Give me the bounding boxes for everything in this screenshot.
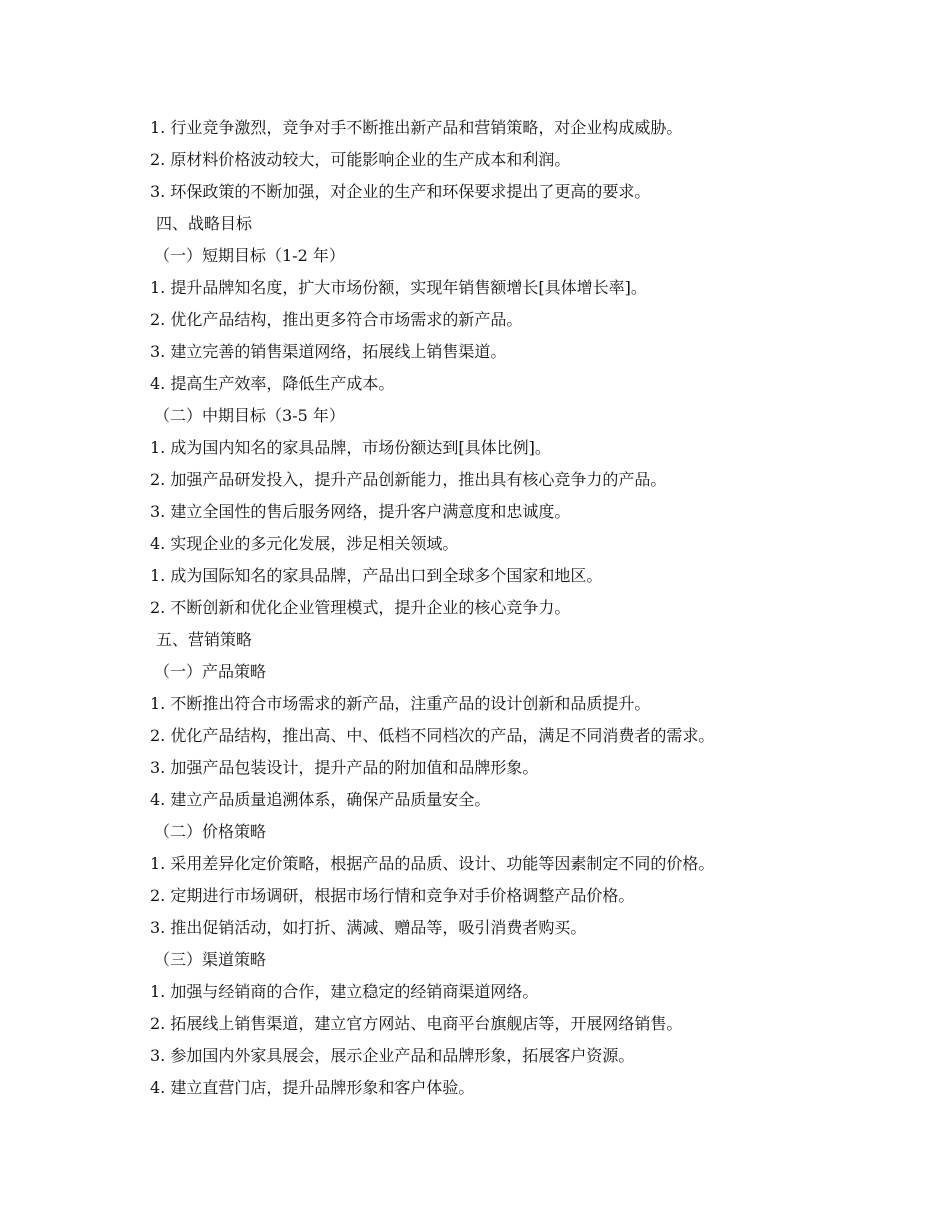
subsection-heading: （二）中期目标（3-5 年） [154,406,345,425]
list-item: 2. 优化产品结构，推出高、中、低档不同档次的产品，满足不同消费者的需求。 [150,726,715,745]
list-item: 1. 成为国际知名的家具品牌，产品出口到全球多个国家和地区。 [150,566,603,585]
list-item: 4. 建立产品质量追溯体系，确保产品质量安全。 [150,790,491,809]
list-item: 4. 建立直营门店，提升品牌形象和客户体验。 [150,1078,475,1097]
list-item: 1. 提升品牌知名度，扩大市场份额，实现年销售额增长[具体增长率]。 [150,278,647,297]
list-item: 1. 成为国内知名的家具品牌，市场份额达到[具体比例]。 [150,438,551,457]
list-item: 3. 建立全国性的售后服务网络，提升客户满意度和忠诚度。 [150,502,571,521]
list-item: 2. 拓展线上销售渠道，建立官方网站、电商平台旗舰店等，开展网络销售。 [150,1014,683,1033]
list-item: 1. 行业竞争激烈，竞争对手不断推出新产品和营销策略，对企业构成威胁。 [150,118,683,137]
list-item: 1. 不断推出符合市场需求的新产品，注重产品的设计创新和品质提升。 [150,694,651,713]
list-item: 2. 优化产品结构，推出更多符合市场需求的新产品。 [150,310,523,329]
list-item: 2. 原材料价格波动较大，可能影响企业的生产成本和利润。 [150,150,571,169]
subsection-heading: （一）短期目标（1-2 年） [154,246,345,265]
list-item: 4. 实现企业的多元化发展，涉足相关领域。 [150,534,459,553]
list-item: 3. 推出促销活动，如打折、满减、赠品等，吸引消费者购买。 [150,918,587,937]
list-item: 3. 建立完善的销售渠道网络，拓展线上销售渠道。 [150,342,507,361]
document-body [150,112,870,1104]
list-item: 2. 加强产品研发投入，提升产品创新能力，推出具有核心竞争力的产品。 [150,470,667,489]
list-item: 3. 加强产品包装设计，提升产品的附加值和品牌形象。 [150,758,539,777]
list-item: 1. 采用差异化定价策略，根据产品的品质、设计、功能等因素制定不同的价格。 [150,854,715,873]
list-item: 2. 不断创新和优化企业管理模式，提升企业的核心竞争力。 [150,598,571,617]
subsection-heading: （三）渠道策略 [154,950,267,969]
list-item: 4. 提高生产效率，降低生产成本。 [150,374,395,393]
section-heading: 五、营销策略 [156,630,253,649]
list-item: 3. 环保政策的不断加强，对企业的生产和环保要求提出了更高的要求。 [150,182,651,201]
list-item: 1. 加强与经销商的合作，建立稳定的经销商渠道网络。 [150,982,539,1001]
subsection-heading: （二）价格策略 [154,822,267,841]
section-heading: 四、战略目标 [156,214,253,233]
list-item: 2. 定期进行市场调研，根据市场行情和竞争对手价格调整产品价格。 [150,886,635,905]
list-item: 3. 参加国内外家具展会，展示企业产品和品牌形象，拓展客户资源。 [150,1046,635,1065]
subsection-heading: （一）产品策略 [154,662,267,681]
